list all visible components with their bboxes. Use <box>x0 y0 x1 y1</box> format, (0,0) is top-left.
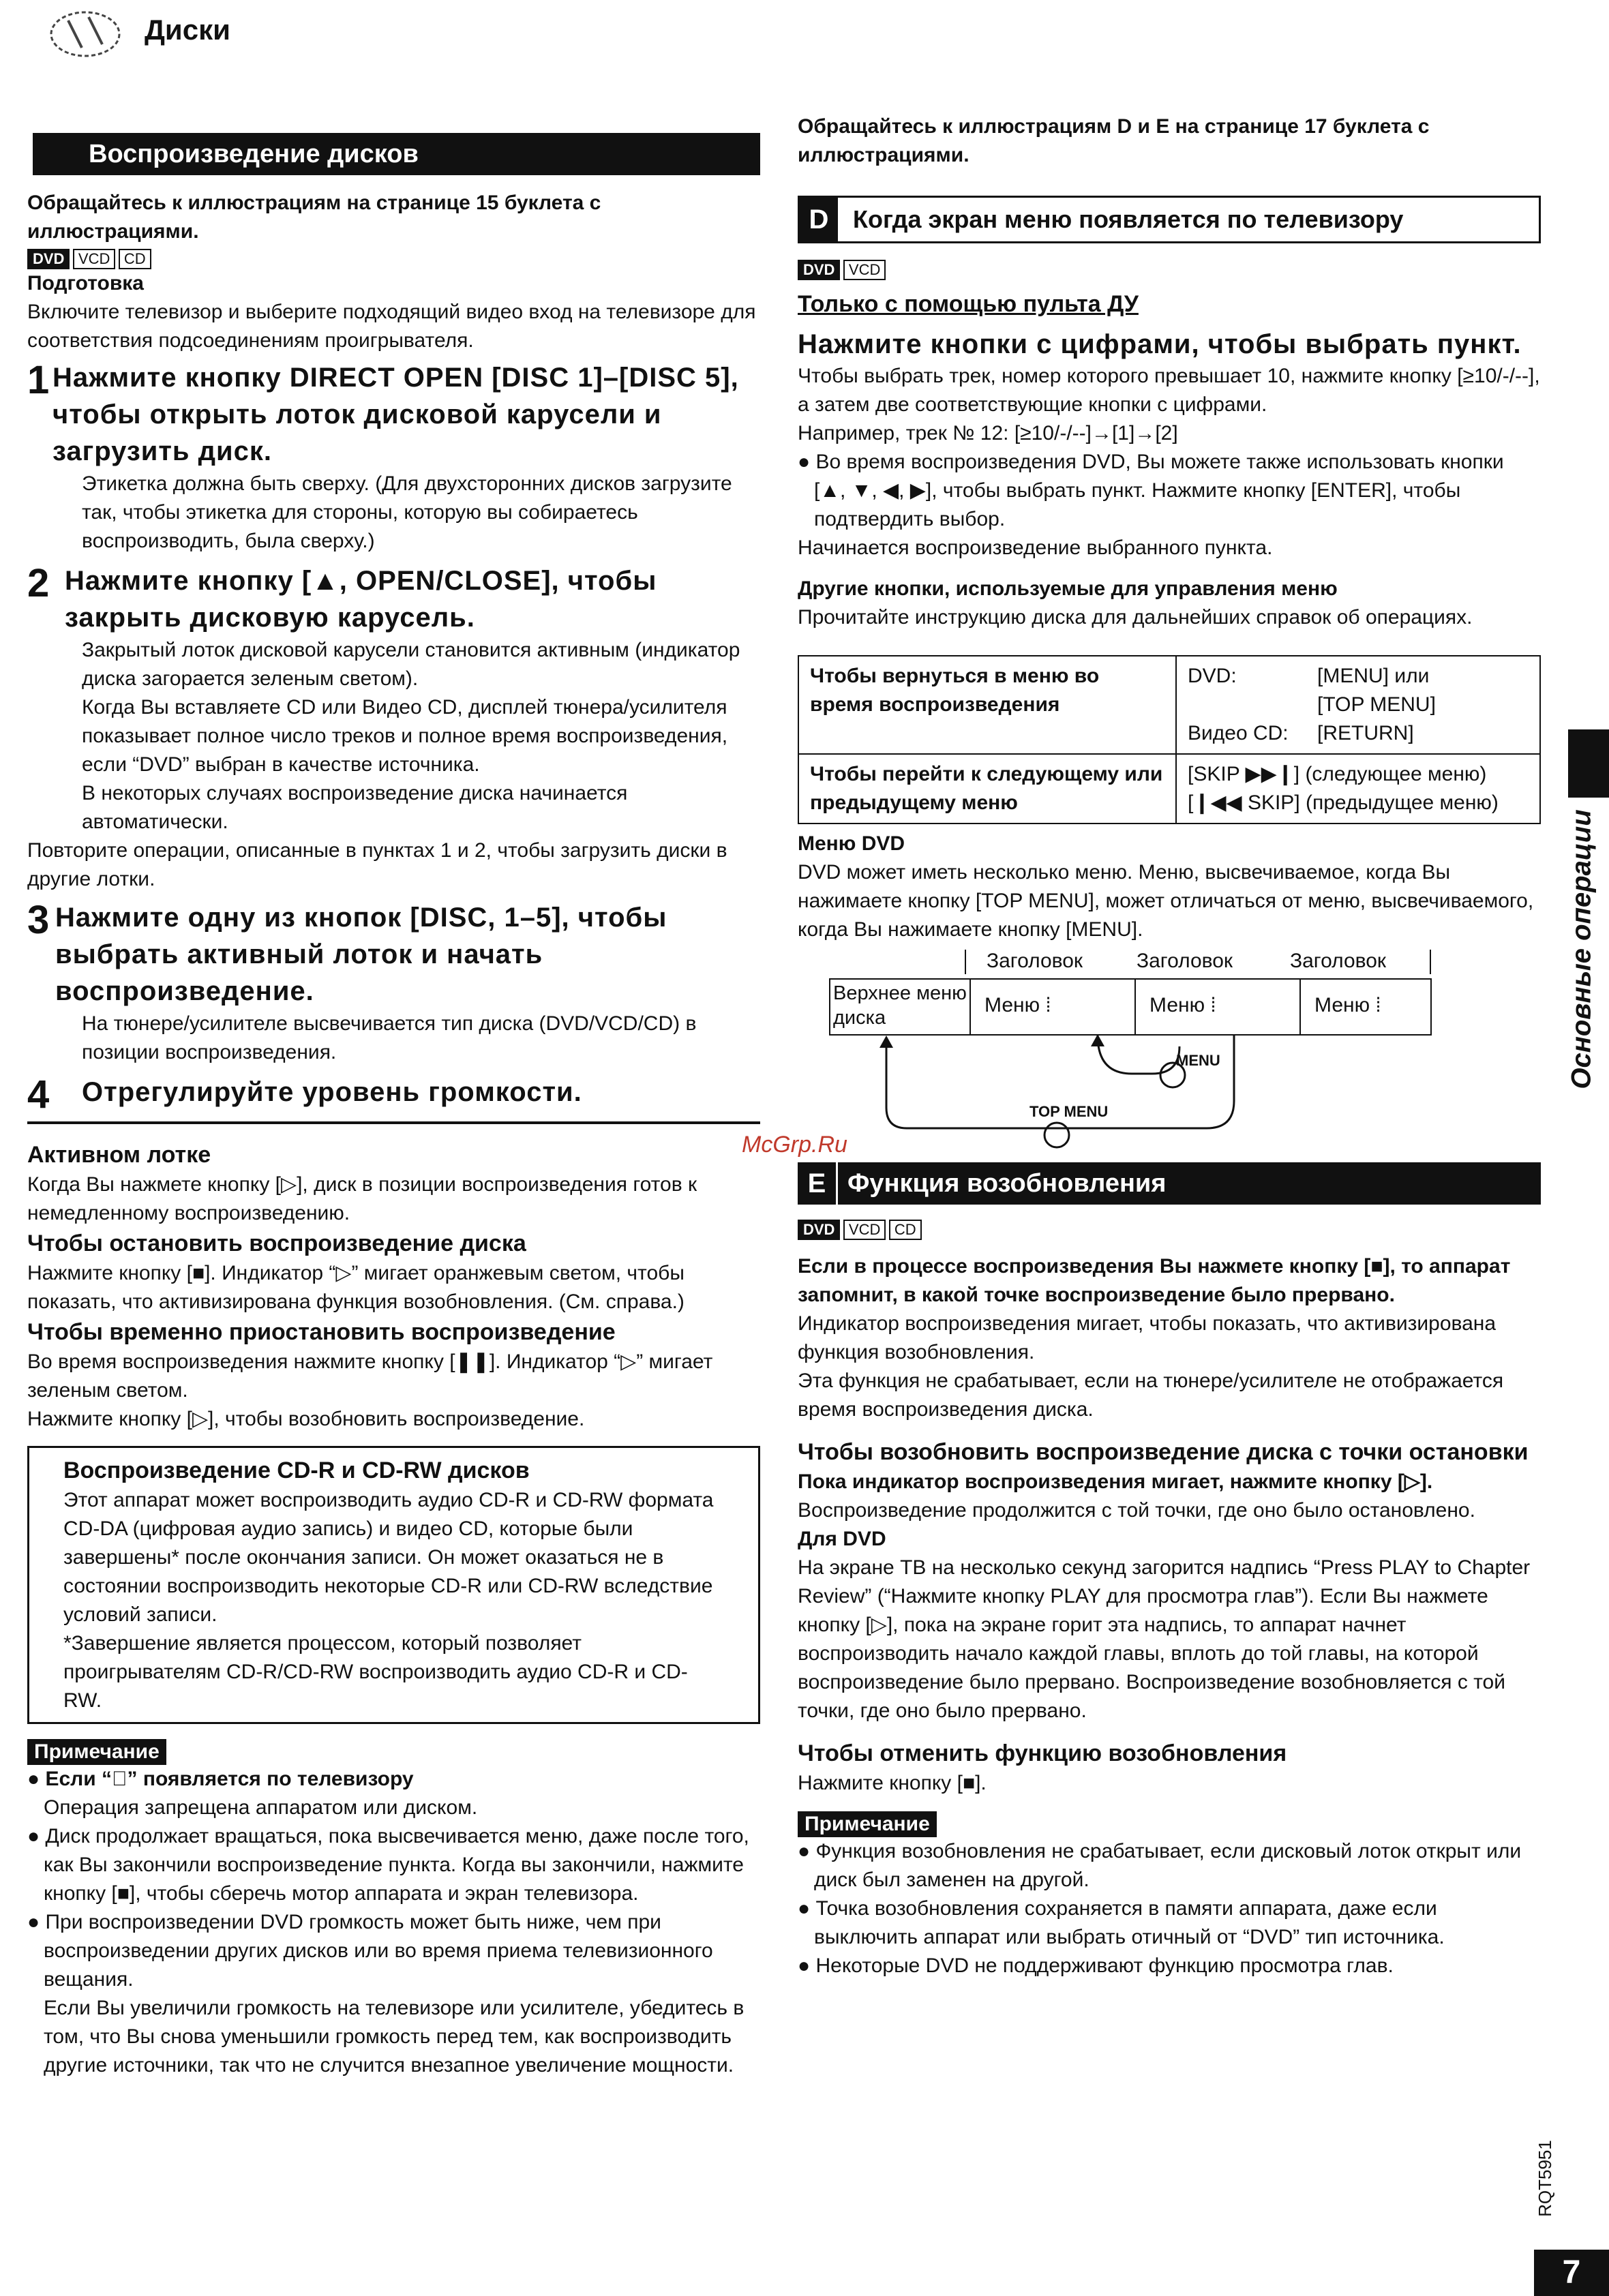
pause-text: Во время воспроизведения нажмите кнопку [❚❚]. Индикатор “▷” мигает зеленым светом. <box>27 1350 713 1402</box>
cancel-text: Нажмите кнопку [■]. <box>798 1772 987 1794</box>
resume-text: Индикатор воспроизведения мигает, чтобы показать, что активизирована функция возобновления. <box>798 1312 1497 1363</box>
menu-cell: Меню ⁞ <box>971 980 1136 1034</box>
badge-vcd: VCD <box>73 249 115 269</box>
section-e-letter: E <box>798 1162 838 1205</box>
page-number: 7 <box>1534 2250 1609 2296</box>
heading-label: Заголовок <box>987 950 1083 972</box>
note-item: ● При воспроизведении DVD громкость может быть ниже, чем при воспроизведении других дисков или во время приема телевизионного вещания. <box>27 1911 713 1991</box>
step-1 <box>27 359 760 470</box>
numbers-example: Например, трек № 12: [≥10/-/--]→[1]→[2] <box>798 422 1178 444</box>
menu-cell-label: Меню <box>984 994 1040 1016</box>
note-text: Диск продолжает вращаться, пока высвечивается меню, даже после того, как Вы закончили воспроизведение пункта. Когда вы закончили, нажмите кнопку [■], чтобы сберечь мотор аппарата и экран телевизора. <box>44 1825 749 1905</box>
badge-cd: CD <box>119 249 151 269</box>
remote-only: Только с помощью пульта ДУ <box>798 291 1139 317</box>
resume-sub: Пока индикатор воспроизведения мигает, нажмите кнопку [▷]. <box>798 1470 1433 1493</box>
note-item: ● Диск продолжает вращаться, пока высвечивается меню, даже после того, как Вы закончили воспроизведение пункта. Когда вы закончили, нажмите кнопку [■], чтобы сберечь мотор аппарата и экран телевизора. <box>27 1825 749 1905</box>
note-text: Операция запрещена аппаратом или диском. <box>44 1796 478 1819</box>
cdr-title: Воспроизведение CD-R и CD-RW дисков <box>63 1457 530 1483</box>
heading-labels <box>965 950 1431 974</box>
cdr-note: *Завершение является процессом, который позволяет проигрывателям CD-R/CD-RW воспроизводить аудио CD-R и CD-RW. <box>63 1632 688 1712</box>
section-e-title: Функция возобновления <box>847 1169 1167 1198</box>
step-number: 3 <box>27 898 50 942</box>
dvd-bullet-text: Во время воспроизведения DVD, Вы можете также использовать кнопки [▲, ▼, ◀, ▶], чтобы выбрать пункт. Нажмите кнопку [ENTER], чтобы подтвердить выбор. <box>814 451 1504 530</box>
note-bold: Если “⃠” появляется по телевизору <box>45 1768 414 1790</box>
table-cell-buttons <box>1176 754 1540 824</box>
other-buttons-text: Прочитайте инструкцию диска для дальнейших справок об операциях. <box>798 606 1473 629</box>
table-cell-buttons <box>1176 656 1540 754</box>
resume-text-2: Эта функция не срабатывает, если на тюнере/усилителе не отображается время воспроизведения диска. <box>798 1370 1504 1421</box>
resume-bold: Если в процессе воспроизведения Вы нажмете кнопку [■], то аппарат запомнит, в какой точке воспроизведение было прервано. <box>798 1255 1511 1306</box>
menu-button-label: MENU <box>1176 1052 1220 1069</box>
note-item: ● Если “⃠” появляется по телевизору <box>27 1768 414 1790</box>
page-title: Диски <box>145 14 230 46</box>
note-item: ● Некоторые DVD не поддерживают функцию просмотра глав. <box>798 1954 1394 1977</box>
note-item: ● Функция возобновления не срабатывает, если дисковый лоток открыт или диск был заменен на другой. <box>798 1840 1522 1891</box>
badge-vcd: VCD <box>843 1220 886 1240</box>
step-text: Закрытый лоток дисковой карусели становится активным (индикатор диска загорается зеленым светом). <box>82 639 740 690</box>
active-tray-title: Активном лотке <box>27 1142 211 1168</box>
step-text: Когда Вы вставляете CD или Видео CD, дисплей тюнера/усилителя показывает полное число треков и полное время воспроизведения, если “DVD” выбран в качестве источника. <box>82 696 728 776</box>
table-cell-action: Чтобы перейти к следующему или предыдущему меню <box>798 754 1176 824</box>
step-4 <box>27 1074 760 1124</box>
note-text: При воспроизведении DVD громкость может быть ниже, чем при воспроизведении других дисков или во время приема телевизионного вещания. <box>44 1911 713 1991</box>
top-menu-arrowhead <box>879 1036 893 1048</box>
doc-code: RQT5951 <box>1534 2140 1555 2217</box>
for-dvd-text: На экране ТВ на несколько секунд загорится надпись “Press PLAY to Chapter Review” (“Нажмите кнопку PLAY для просмотра глав”). Если Вы нажмете кнопку [▷], пока на экране горит эта надпись, то аппарат начнет воспроизводить начало каждой главы, вплоть до той главы, на которой воспроизведение было прервано. Воспроизведение возобновляется с той точки, где оно было прервано. <box>798 1556 1531 1722</box>
top-menu-cell: Верхнее меню диска <box>830 980 971 1034</box>
resume-title: Чтобы возобновить воспроизведение диска с точки остановки <box>798 1439 1529 1465</box>
diagram-arrows <box>839 1033 1452 1149</box>
menu-cell: Меню ⁞ <box>1136 980 1301 1034</box>
top-menu-button-label: TOP MENU <box>1029 1103 1109 1120</box>
step-number: 4 <box>27 1072 50 1117</box>
right-column <box>798 112 1541 1980</box>
dvd-menu-text: DVD может иметь несколько меню. Меню, высвечиваемое, когда Вы нажимаете кнопку [TOP MENU], может отличаться от меню, высвечиваемого, когда Вы нажимаете кнопку [MENU]. <box>798 861 1534 941</box>
step-title: Нажмите одну из кнопок [DISC, 1–5], чтобы выбрать активный лоток и начать воспроизведение. <box>55 903 667 1006</box>
left-column <box>27 133 760 2080</box>
numbers-title: Нажмите кнопки с цифрами, чтобы выбрать пункт. <box>798 329 1522 359</box>
hand-icon <box>1044 1123 1069 1147</box>
pause-title: Чтобы временно приостановить воспроизведение <box>27 1319 616 1345</box>
repeat-text: Повторите операции, описанные в пунктах 1 и 2, чтобы загрузить диски в другие лотки. <box>27 839 727 890</box>
prep-title: Подготовка <box>27 272 144 294</box>
menu-buttons-table <box>798 655 1541 824</box>
step-text: Этикетка должна быть сверху. (Для двухсторонних дисков загрузите так, чтобы этикетка для стороны, которую вы собираетесь воспроизводить, была сверху.) <box>82 472 732 552</box>
pause-text-2: Нажмите кнопку [▷], чтобы возобновить воспроизведение. <box>27 1408 585 1430</box>
button-top-menu: [TOP MENU] <box>1317 693 1436 716</box>
badge-cd: CD <box>889 1220 922 1240</box>
disc-logo-icon <box>27 7 123 68</box>
numbers-text: Чтобы выбрать трек, номер которого превышает 10, нажмите кнопку [≥10/-/--], а затем две соответствующие кнопки с цифрами. <box>798 365 1540 416</box>
menu-arrow <box>1098 1036 1179 1074</box>
left-intro: Обращайтесь к иллюстрациям на странице 15 буклета с иллюстрациями. <box>27 192 601 243</box>
menu-arrowhead <box>1091 1034 1104 1046</box>
note-text: Функция возобновления не срабатывает, если дисковый лоток открыт или диск был заменен на другой. <box>814 1840 1522 1891</box>
menu-cell-label: Меню <box>1149 994 1205 1016</box>
note-label: Примечание <box>798 1811 937 1837</box>
heading-label: Заголовок <box>1137 950 1233 972</box>
stop-title: Чтобы остановить воспроизведение диска <box>27 1230 526 1256</box>
header-logo <box>27 7 123 68</box>
table-cell-action: Чтобы вернуться в меню во время воспроизведения <box>798 656 1176 754</box>
side-tab-marker <box>1568 729 1609 798</box>
cancel-title: Чтобы отменить функцию возобновления <box>798 1740 1287 1766</box>
section-d-letter: D <box>800 198 838 241</box>
menu-cell-label: Меню <box>1314 994 1370 1016</box>
watermark: McGrp.Ru <box>742 1132 847 1158</box>
note-text: Точка возобновления сохраняется в памяти аппарата, даже если выключить аппарат или выбрать отичный от “DVD” тип источника. <box>814 1897 1445 1948</box>
button-menu: [MENU] или <box>1317 665 1430 687</box>
dvd-menu-title: Меню DVD <box>798 832 905 855</box>
resume-text-3: Воспроизведение продолжится с той точки, где оно было остановлено. <box>798 1499 1475 1522</box>
button-skip-next: [SKIP ▶▶❙] (следующее меню) <box>1188 763 1487 785</box>
disc-badges <box>27 249 760 269</box>
dvd-bullet: ● Во время воспроизведения DVD, Вы можете также использовать кнопки [▲, ▼, ◀, ▶], чтобы выбрать пункт. Нажмите кнопку [ENTER], чтобы подтвердить выбор. <box>798 451 1504 530</box>
heading-label: Заголовок <box>1290 950 1387 972</box>
section-d-header <box>798 196 1541 243</box>
step-title: Отрегулируйте уровень громкости. <box>82 1077 582 1107</box>
note-label: Примечание <box>27 1739 166 1765</box>
cdr-text: Этот аппарат может воспроизводить аудио CD-R и CD-RW формата CD-DA (цифровая аудио запись) и видео CD, которые были завершены* после окончания записи. Он может оказаться не в состоянии воспроизводить некоторые CD-R или CD-RW вследствие условий записи. <box>63 1489 714 1626</box>
badge-dvd: DVD <box>798 260 840 280</box>
step-2 <box>27 562 760 636</box>
starts-text: Начинается воспроизведение выбранного пункта. <box>798 537 1273 559</box>
label-dvd: DVD: <box>1188 665 1237 687</box>
menu-strip <box>829 978 1432 1036</box>
note-text: Если Вы увеличили громкость на телевизоре или усилителе, убедитесь в том, что Вы снова уменьшили громкость перед тем, как воспроизводить другие источники, так что не случится внезапное увеличение мощности. <box>44 1997 745 2076</box>
stop-text: Нажмите кнопку [■]. Индикатор “▷” мигает оранжевым светом, чтобы показать, что активизирована функция возобновления. (См. справа.) <box>27 1262 685 1313</box>
note-item: ● Точка возобновления сохраняется в памяти аппарата, даже если выключить аппарат или выбрать отичный от “DVD” тип источника. <box>798 1897 1445 1948</box>
step-number: 2 <box>27 561 50 605</box>
step-title: Нажмите кнопку DIRECT OPEN [DISC 1]–[DISC 5], чтобы открыть лоток дисковой карусели и загрузить диск. <box>52 363 739 466</box>
step-title: Нажмите кнопку [▲, OPEN/CLOSE], чтобы закрыть дисковую карусель. <box>65 566 657 633</box>
other-buttons-title: Другие кнопки, используемые для управления меню <box>798 577 1338 600</box>
badge-vcd: VCD <box>843 260 886 280</box>
active-tray-text: Когда Вы нажмете кнопку [▷], диск в позиции воспроизведения готов к немедленному воспроизведению. <box>27 1173 697 1224</box>
table-row <box>798 656 1540 754</box>
step-text: В некоторых случаях воспроизведение диска начинается автоматически. <box>82 782 628 833</box>
label-vcd: Видео CD: <box>1188 722 1289 744</box>
step-3 <box>27 899 760 1010</box>
for-dvd-title: Для DVD <box>798 1528 886 1550</box>
step-text: На тюнере/усилителе высвечивается тип диска (DVD/VCD/CD) в позиции воспроизведения. <box>82 1012 697 1063</box>
note-text: Некоторые DVD не поддерживают функцию просмотра глав. <box>815 1954 1394 1977</box>
cdr-box <box>27 1446 760 1724</box>
badge-dvd: DVD <box>798 1220 840 1240</box>
section-title-playback: Воспроизведение дисков <box>33 133 760 175</box>
badge-dvd: DVD <box>27 249 70 269</box>
table-row <box>798 754 1540 824</box>
step-number: 1 <box>27 358 50 402</box>
section-d-title: Когда экран меню появляется по телевизору <box>853 205 1404 233</box>
button-return: [RETURN] <box>1317 722 1414 744</box>
button-skip-prev: [❙◀◀ SKIP] (предыдущее меню) <box>1188 791 1499 814</box>
dvd-menu-diagram <box>798 950 1541 1147</box>
menu-cell: Меню ⁞ <box>1314 994 1381 1016</box>
prep-text: Включите телевизор и выберите подходящий видео вход на телевизоре для соответствия подсоединениям проигрывателя. <box>27 301 756 352</box>
section-e-header <box>798 1162 1541 1205</box>
side-tab-label: Основные операции <box>1566 809 1597 1089</box>
right-intro: Обращайтесь к иллюстрациям D и E на странице 17 буклета с иллюстрациями. <box>798 115 1430 166</box>
